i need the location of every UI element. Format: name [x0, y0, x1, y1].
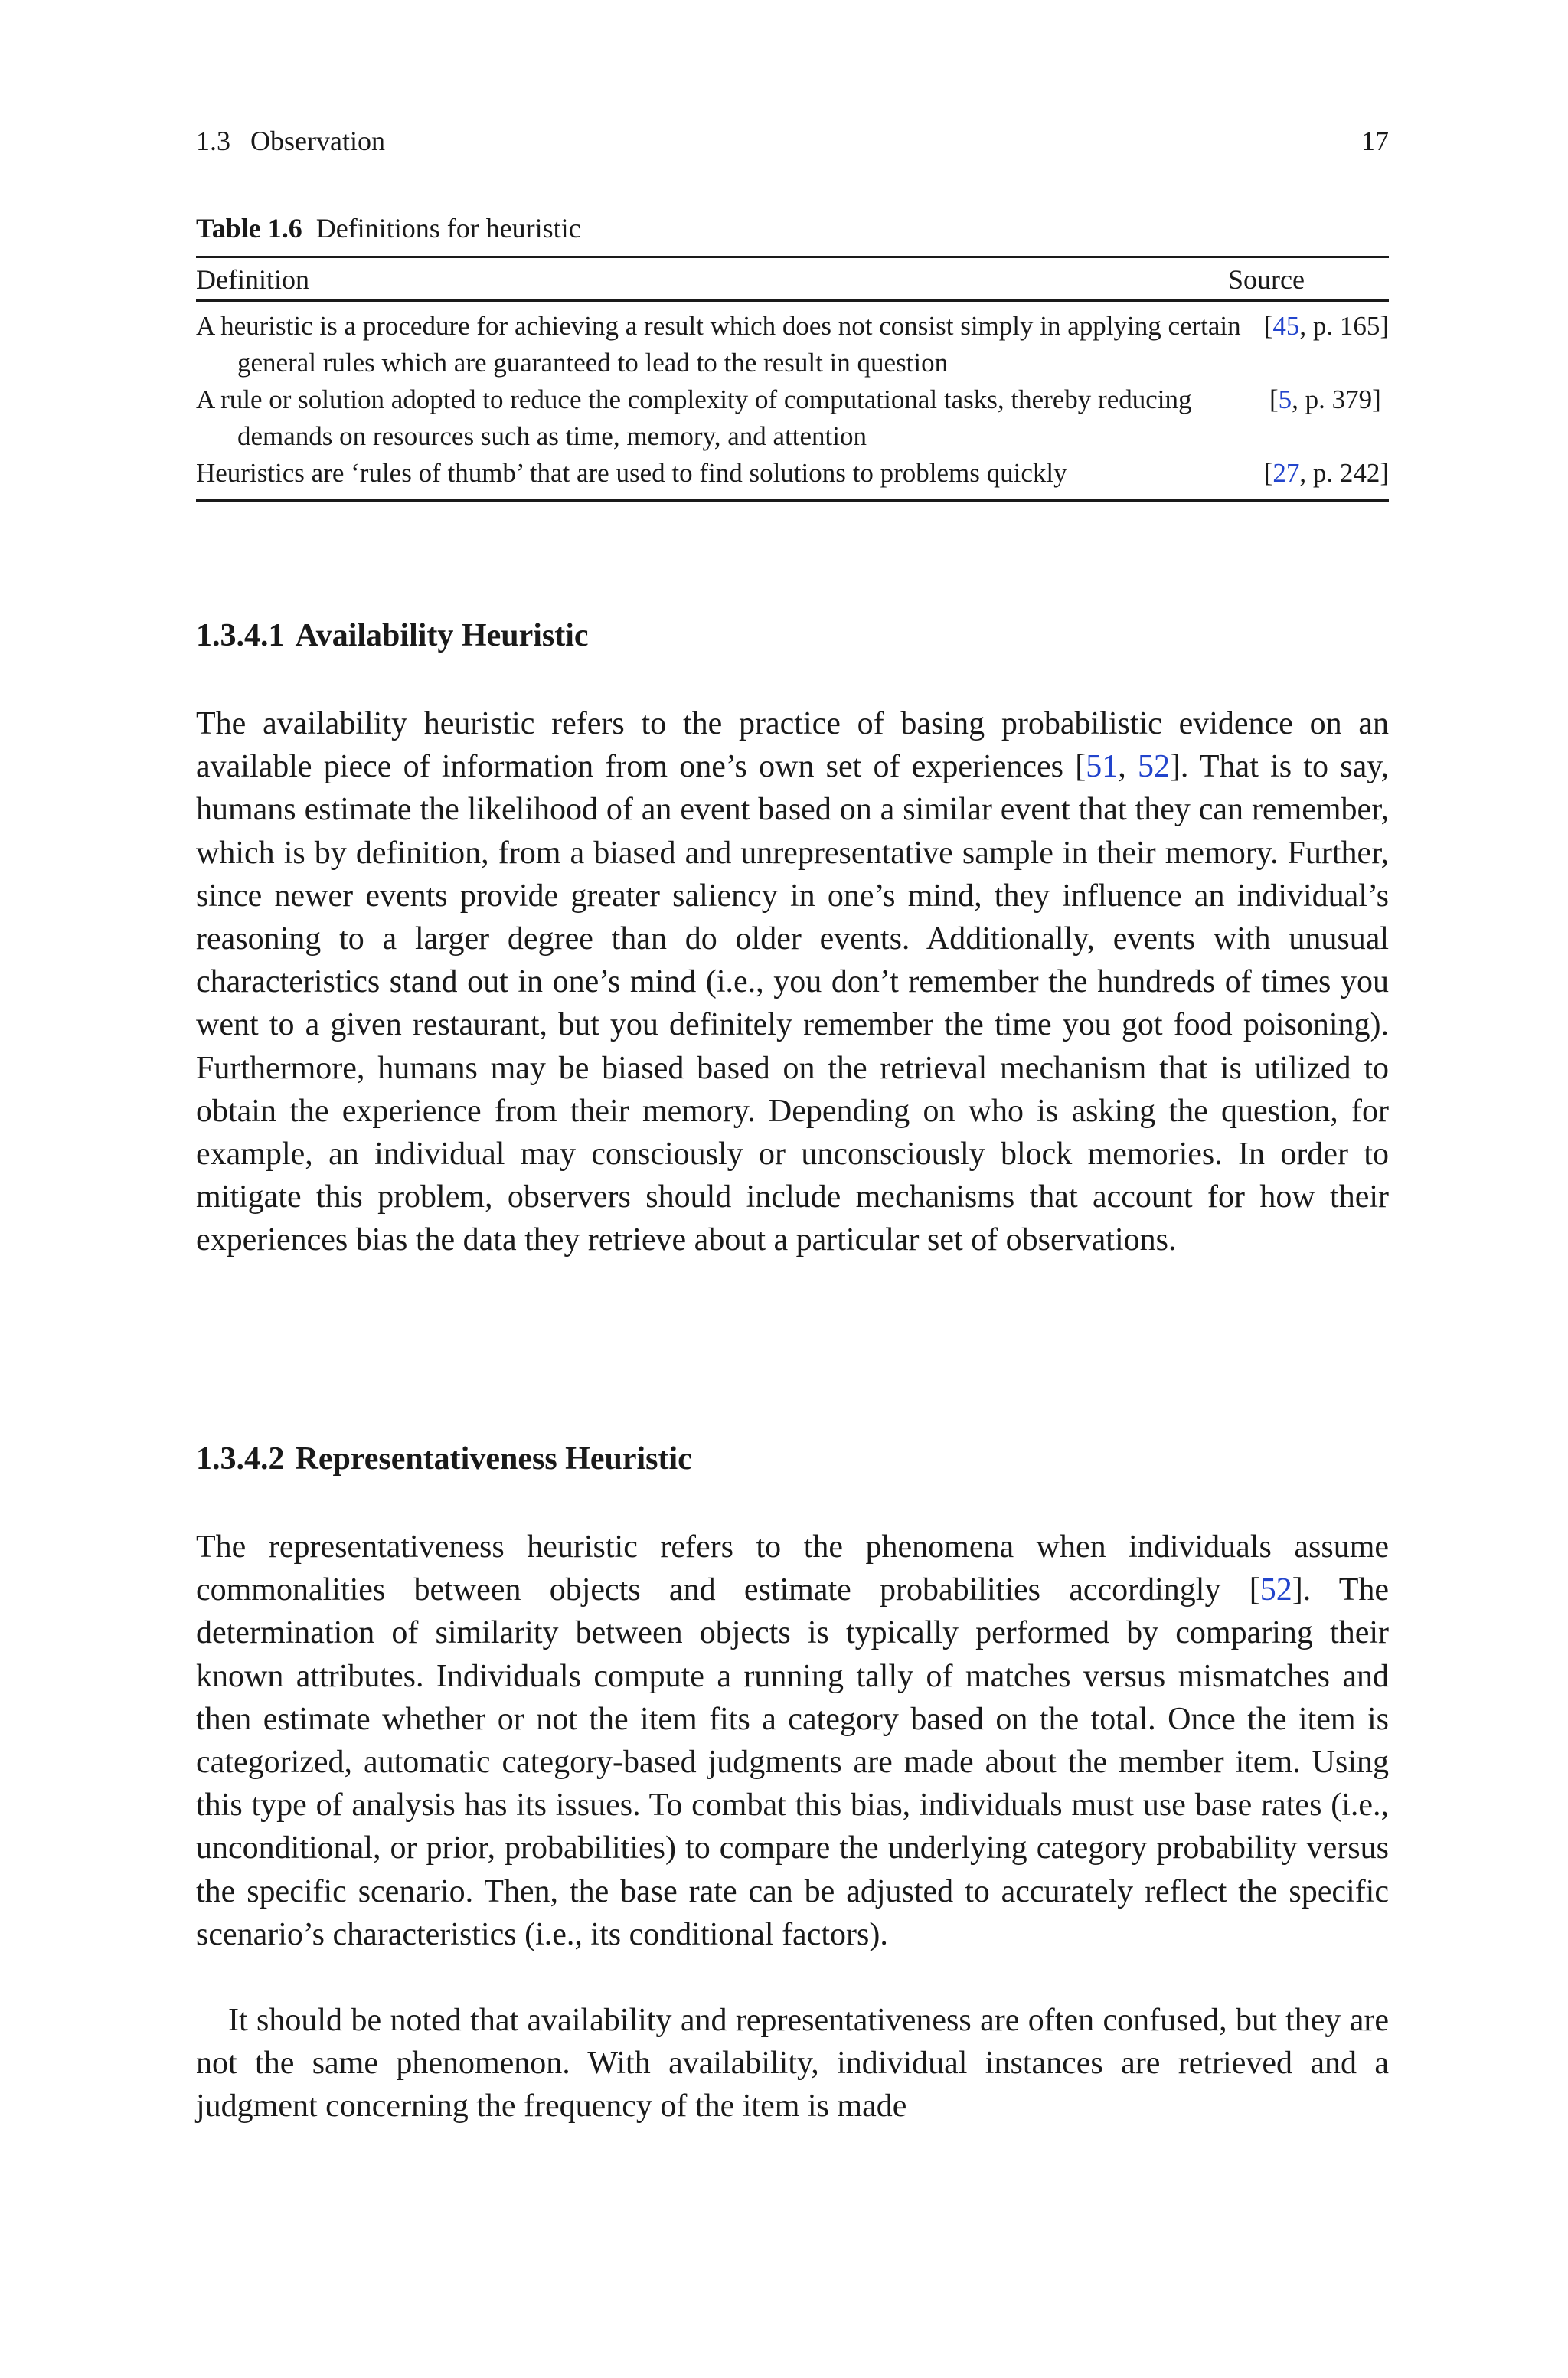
running-head-section-number: 1.3: [196, 126, 230, 156]
paragraph-availability-vs-representativeness: It should be noted that availability and representativeness are often confused, but they are not the same phenomenon. With availability, individual instances are retrieved and a judgment concerning the frequency of the item is made: [196, 2003, 1389, 2124]
definitions-table: [196, 210, 1389, 502]
source-page: , p. 379]: [1292, 384, 1381, 414]
paragraph-representativeness: [196, 1526, 1389, 1956]
paragraph-text: ,: [1118, 749, 1138, 785]
table-caption: [196, 210, 1389, 247]
citation-link[interactable]: 52: [1259, 1572, 1292, 1608]
citation-link[interactable]: 45: [1272, 311, 1300, 341]
definition-cell: A heuristic is a procedure for achieving a result which does not consist simply in applying certain general rules which are guaranteed to lead to the result in question: [196, 311, 1241, 378]
paragraph-text: ]. That is to say, humans estimate the likelihood of an event based on a similar event that they can remember, which is by definition, from a biased and unrepresentative sample in their memory. Further, since newer events provide greater saliency in one’s mind, they influence an individual’s reasoning to a larger degree than do older events. Additionally, events with unusual characteristics stand out in one’s mind (i.e., you don’t remember the hundreds of times you went to a given restaurant, but you definitely remember the time you got food poisoning). Furthermore, humans may be biased based on the retrieval mechanism that is utilized to obtain the experience from their memory. Depending on who is asking the question, for example, an individual may consciously or unconsciously block memories. In order to mitigate this problem, observers should include mechanisms that account for how their experiences bias the data they retrieve about a particular set of observations.: [196, 749, 1389, 1258]
section-heading-representativeness: [196, 1438, 1389, 1480]
table-row: [196, 308, 1389, 381]
paragraph-text: The availability heuristic refers to the practice of basing probabilistic evidence on an available piece of information from one’s own set of experiences [: [196, 706, 1389, 785]
column-header-source: Source: [1228, 264, 1305, 295]
paragraph-text: ]. The determination of similarity between objects is typically performed by comparing their known attributes. Individuals compute a running tally of matches versus mismatches and then estimate whether or not the item fits a category based on the total. Once the item is categorized, automatic category-based judgments are made about the member item. Using this type of analysis has its issues. To combat this bias, individuals must use base rates (i.e., unconditional, or prior, probabilities) to compare the underlying category probability versus the specific scenario. Then, the base rate can be adjusted to accurately reflect the specific scenario’s characteristics (i.e., its conditional factors).: [196, 1572, 1389, 1952]
table-caption-text: Definitions for heuristic: [315, 213, 581, 244]
table-body: [196, 302, 1389, 492]
source-bracket-open: [: [1263, 311, 1273, 341]
source-cell: [1269, 381, 1389, 455]
column-header-definition: Definition: [196, 264, 309, 295]
source-bracket-open: [: [1263, 458, 1273, 488]
source-page: , p. 165]: [1299, 311, 1389, 341]
source-cell: [1264, 308, 1389, 381]
running-head: [196, 123, 1389, 159]
paragraph-availability: [196, 702, 1389, 1262]
section-title: Availability Heuristic: [295, 618, 589, 653]
citation-link[interactable]: 5: [1278, 384, 1292, 414]
running-head-section-title: Observation: [250, 126, 385, 156]
section-number: 1.3.4.1: [196, 618, 285, 653]
section-number: 1.3.4.2: [196, 1441, 285, 1477]
table-bottom-rule: [196, 499, 1389, 502]
table-row: [196, 455, 1389, 492]
table-header-row: [196, 258, 1389, 299]
definition-cell: Heuristics are ‘rules of thumb’ that are used to find solutions to problems quickly: [196, 458, 1067, 488]
citation-link[interactable]: 52: [1137, 749, 1170, 785]
table-row: [196, 381, 1389, 455]
section-heading-availability: [196, 614, 1389, 657]
source-cell: [1264, 455, 1389, 492]
paragraph-text: The representativeness heuristic refers to the phenomena when individuals assume commonalities between objects and estimate probabilities accordingly [: [196, 1529, 1389, 1608]
citation-link[interactable]: 27: [1272, 458, 1300, 488]
section-title: Representativeness Heuristic: [295, 1441, 692, 1477]
source-bracket-open: [: [1269, 384, 1279, 414]
citation-link[interactable]: 51: [1086, 749, 1119, 785]
page-number: 17: [1361, 126, 1389, 156]
definition-cell: A rule or solution adopted to reduce the complexity of computational tasks, thereby reducing demands on resources such as time, memory, and attention: [196, 384, 1192, 451]
table-label: Table 1.6: [196, 213, 302, 244]
source-page: , p. 242]: [1299, 458, 1389, 488]
